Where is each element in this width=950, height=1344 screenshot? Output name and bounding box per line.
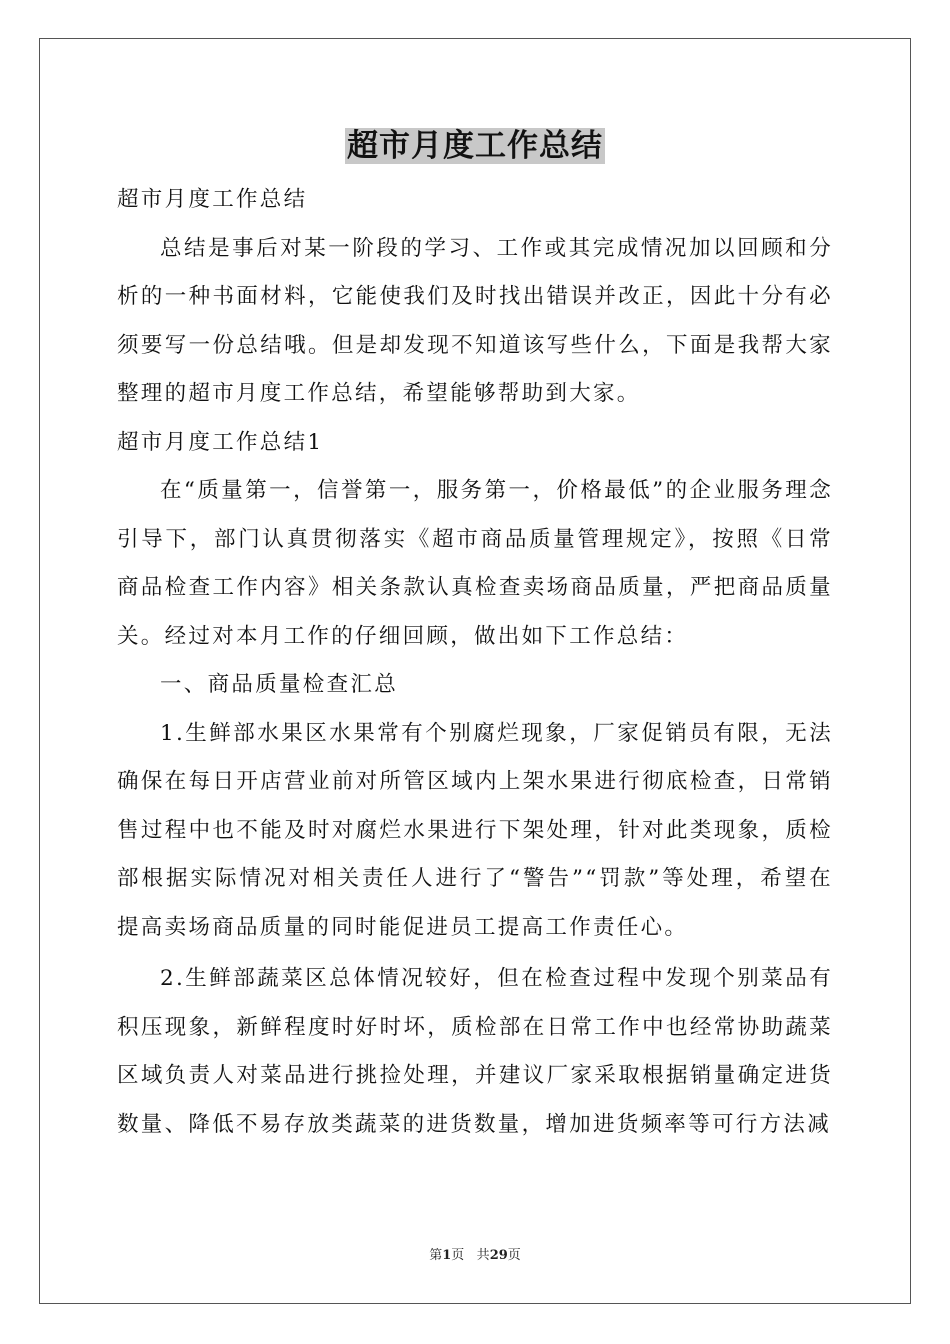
- paragraph-section-heading: 超市月度工作总结1: [117, 429, 324, 455]
- footer-page-suffix: 页: [451, 1248, 465, 1263]
- paragraph-intro: 总结是事后对某一阶段的学习、工作或其完成情况加以回顾和分析的一种书面材料，它能使我们及时找出错误并改正，因此十分有必须要写一份总结哦。但是却发现不知道该写些什么，下面是我帮大家整理的超市月度工作总结，希望能够帮助到大家。: [117, 235, 833, 406]
- document-title-text: 超市月度工作总结: [347, 128, 603, 164]
- footer-page-number: 1: [442, 1248, 452, 1263]
- footer-total-pages: 29: [489, 1248, 508, 1263]
- page-footer: [0, 1246, 950, 1266]
- document-title: [0, 123, 950, 169]
- paragraph-subheading: 一、商品质量检查汇总: [160, 672, 399, 697]
- footer-total-suffix: 页: [507, 1248, 521, 1263]
- paragraph-body: 在“质量第一，信誉第一，服务第一，价格最低”的企业服务理念引导下，部门认真贯彻落实《超市商品质量管理规定》，按照《日常商品检查工作内容》相关条款认真检查卖场商品质量，严把商品质量关。经过对本月工作的仔细回顾，做出如下工作总结：: [117, 478, 833, 649]
- paragraph-item-2: 2.生鲜部蔬菜区总体情况较好，但在检查过程中发现个别菜品有积压现象，新鲜程度时好时坏，质检部在日常工作中也经常协助蔬菜区域负责人对菜品进行挑捡处理，并建议厂家采取根据销量确定进货数量、降低不易存放类蔬菜的进货数量，增加进货频率等可行方法减: [117, 966, 833, 1137]
- footer-total-prefix: 共: [476, 1248, 490, 1263]
- footer-prefix: 第: [429, 1248, 443, 1263]
- paragraph-item-1: 1.生鲜部水果区水果常有个别腐烂现象，厂家促销员有限，无法确保在每日开店营业前对所管区域内上架水果进行彻底检查，日常销售过程中也不能及时对腐烂水果进行下架处理，针对此类现象，质检部根据实际情况对相关责任人进行了“警告”“罚款”等处理，希望在提高卖场商品质量的同时能促进员工提高工作责任心。: [117, 720, 833, 940]
- document-body: [117, 176, 833, 1149]
- paragraph-subtitle: 超市月度工作总结: [117, 187, 308, 212]
